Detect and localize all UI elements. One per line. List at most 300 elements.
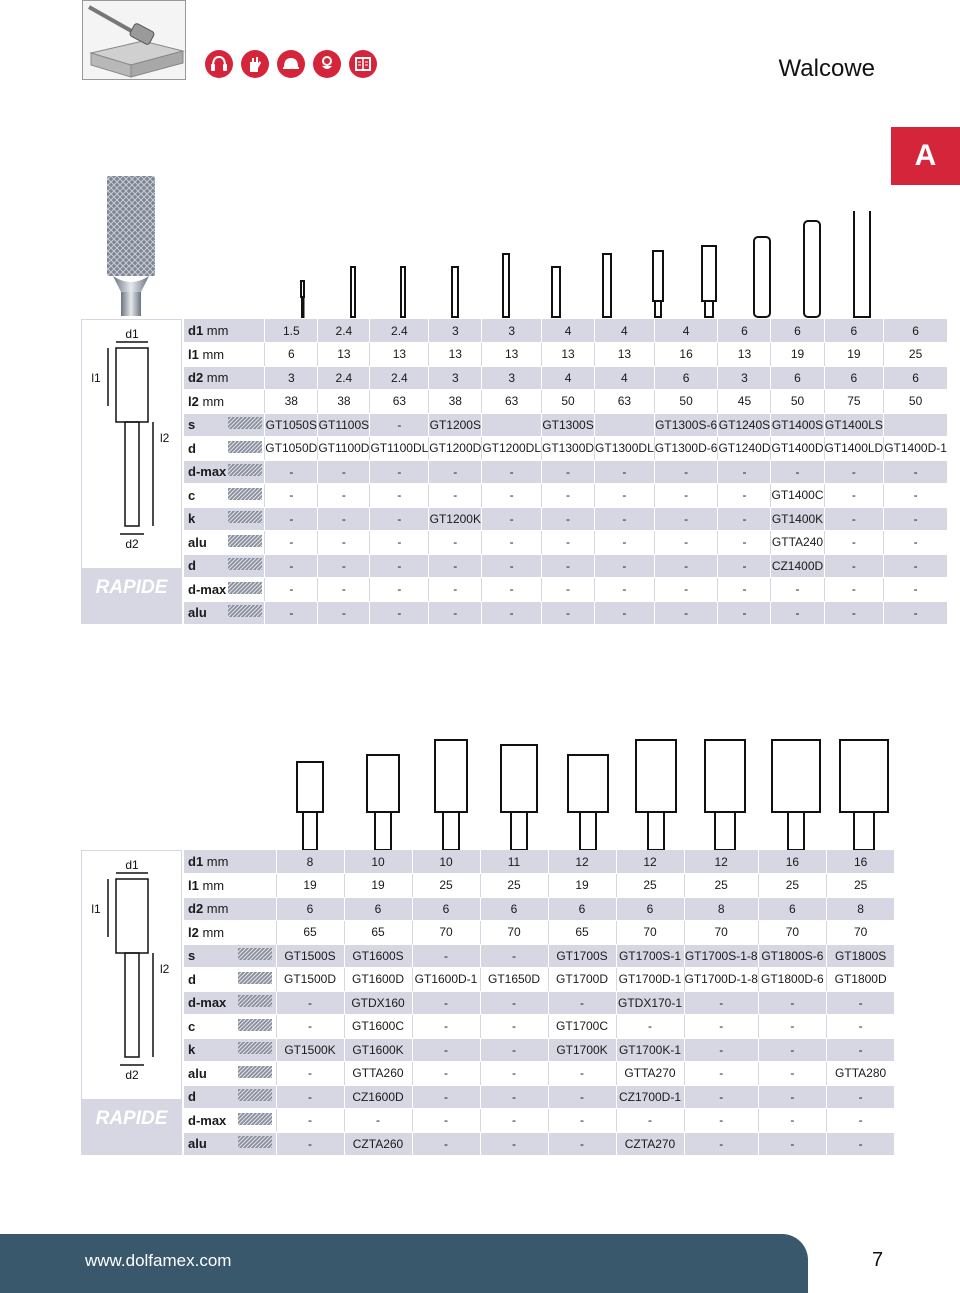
cut-row: [184, 1015, 894, 1039]
cut-pattern-icon: [238, 1113, 272, 1125]
table-cell: 2.4: [370, 319, 429, 343]
table-cell: 13: [718, 343, 771, 367]
product-code-cell: GT1050S: [265, 413, 318, 437]
product-code-cell: GT1600S: [344, 944, 412, 968]
product-code-cell: -: [824, 554, 884, 578]
table-cell: 50: [771, 390, 824, 414]
product-code-cell: -: [429, 554, 482, 578]
product-code-cell: -: [265, 531, 318, 555]
cut-row: [184, 578, 947, 602]
cut-swatch: [234, 1038, 276, 1062]
product-code-cell: GT1700K-1: [616, 1038, 684, 1062]
table-cell: 38: [265, 390, 318, 414]
product-code-cell: -: [265, 578, 318, 602]
product-code-cell: GT1300DL: [595, 437, 655, 461]
product-code-cell: -: [482, 531, 542, 555]
dimension-row: [184, 850, 894, 874]
product-code-cell: -: [884, 484, 947, 508]
cut-row: [184, 460, 947, 484]
table-cell: 6: [884, 319, 947, 343]
table-cell: 2.4: [318, 366, 370, 390]
table-cell: 13: [318, 343, 370, 367]
product-code-cell: GT1300S: [542, 413, 595, 437]
product-code-cell: -: [370, 413, 429, 437]
cut-pattern-icon: [238, 972, 272, 984]
cut-pattern-icon: [238, 1042, 272, 1054]
product-code-cell: GT1650D: [480, 968, 548, 992]
burr-dimension-diagram-2: [82, 851, 183, 1099]
cut-row: [184, 437, 947, 461]
product-code-cell: -: [276, 1109, 344, 1133]
table-cell: 50: [884, 390, 947, 414]
product-code-cell: -: [318, 578, 370, 602]
product-code-cell: GT1700D: [548, 968, 616, 992]
d1-label: d1: [125, 327, 139, 341]
cut-pattern-icon: [238, 1136, 272, 1148]
product-code-cell: GT1800D: [826, 968, 894, 992]
dimension-row: [184, 874, 894, 898]
product-code-cell: GT1100S: [318, 413, 370, 437]
product-code-cell: -: [370, 507, 429, 531]
cut-label: [184, 554, 226, 578]
cut-label: [184, 578, 226, 602]
product-code-cell: -: [480, 944, 548, 968]
table-cell: 65: [344, 921, 412, 945]
cut-pattern-icon: [228, 582, 262, 594]
cut-type: d: [188, 1089, 196, 1105]
product-code-cell: -: [412, 991, 480, 1015]
cut-pattern-icon: [238, 1066, 272, 1078]
product-code-cell: -: [548, 1132, 616, 1156]
table-cell: 3: [429, 366, 482, 390]
product-code-cell: -: [276, 1015, 344, 1039]
product-code-cell: -: [429, 601, 482, 625]
product-code-cell: -: [824, 601, 884, 625]
cut-pattern-icon: [228, 511, 262, 523]
unit-label: mm: [202, 346, 225, 362]
table-cell: 12: [548, 850, 616, 874]
cut-row: [184, 968, 894, 992]
product-code-cell: -: [482, 601, 542, 625]
table-cell: 4: [654, 319, 718, 343]
cut-label: [184, 413, 226, 437]
product-code-cell: GT1500S: [276, 944, 344, 968]
product-code-cell: -: [412, 1015, 480, 1039]
product-code-cell: GT1700D-1-8: [684, 968, 758, 992]
table-cell: 63: [595, 390, 655, 414]
cut-label: [184, 1085, 234, 1109]
product-code-cell: -: [771, 460, 824, 484]
table-cell: 11: [480, 850, 548, 874]
dimension-label: l1: [188, 346, 199, 362]
product-code-cell: -: [826, 1085, 894, 1109]
manual-icon: [349, 50, 377, 78]
cut-label: [184, 1109, 234, 1133]
table-cell: 19: [276, 874, 344, 898]
cut-label: [184, 1015, 234, 1039]
product-code-cell: GT1700S: [548, 944, 616, 968]
product-code-cell: -: [595, 601, 655, 625]
tool-diagram-panel-2: [81, 850, 182, 1155]
row-label: [184, 343, 265, 367]
product-code-cell: GT1500K: [276, 1038, 344, 1062]
table-cell: 13: [429, 343, 482, 367]
cut-swatch: [234, 968, 276, 992]
table-cell: 16: [758, 850, 826, 874]
table-cell: 8: [684, 897, 758, 921]
cut-swatch: [234, 991, 276, 1015]
dimension-row: [184, 897, 894, 921]
table-cell: 6: [758, 897, 826, 921]
tool-illustration: [82, 0, 186, 80]
product-code-cell: -: [595, 507, 655, 531]
mask-icon: [313, 50, 341, 78]
row-label: [184, 897, 276, 921]
unit-label: mm: [206, 901, 229, 917]
row-label: [184, 390, 265, 414]
table-cell: 2.4: [318, 319, 370, 343]
cut-type: d-max: [188, 581, 227, 597]
product-code-cell: -: [758, 991, 826, 1015]
cut-swatch: [226, 460, 265, 484]
cut-type: c: [188, 487, 196, 503]
product-code-cell: -: [318, 460, 370, 484]
dimension-label: d2: [188, 901, 204, 917]
product-code-cell: -: [542, 554, 595, 578]
product-code-cell: CZTA260: [344, 1132, 412, 1156]
cut-label: [184, 507, 226, 531]
product-code-cell: GT1600D: [344, 968, 412, 992]
product-code-cell: -: [370, 554, 429, 578]
cut-type: s: [188, 948, 196, 964]
product-code-cell: GT1400LS: [824, 413, 884, 437]
table-cell: 16: [826, 850, 894, 874]
cut-row: [184, 413, 947, 437]
product-code-cell: -: [718, 601, 771, 625]
product-code-cell: GT1050D: [265, 437, 318, 461]
product-code-cell: GT1300D-6: [654, 437, 718, 461]
product-code-cell: GT1100DL: [370, 437, 429, 461]
ear-protection-icon: [205, 50, 233, 78]
table-cell: 6: [884, 366, 947, 390]
l2-label: l2: [160, 962, 170, 976]
d2-label: d2: [125, 1068, 139, 1082]
product-code-cell: -: [595, 531, 655, 555]
cut-type: k: [188, 511, 196, 527]
table-cell: 4: [542, 366, 595, 390]
cut-pattern-icon: [228, 417, 262, 429]
row-label: [184, 921, 276, 945]
product-code-cell: -: [654, 531, 718, 555]
product-code-cell: -: [344, 1109, 412, 1133]
product-code-cell: -: [616, 1109, 684, 1133]
cut-pattern-icon: [238, 1019, 272, 1031]
product-code-cell: GT1100D: [318, 437, 370, 461]
product-code-cell: -: [265, 460, 318, 484]
table-cell: 12: [616, 850, 684, 874]
product-code-cell: GT1800S-6: [758, 944, 826, 968]
product-code-cell: -: [826, 1015, 894, 1039]
cut-type: d-max: [188, 995, 227, 1011]
product-code-cell: -: [684, 1015, 758, 1039]
product-code-cell: -: [318, 531, 370, 555]
table-cell: 70: [616, 921, 684, 945]
product-code-cell: -: [480, 1038, 548, 1062]
cut-row: [184, 1109, 894, 1133]
cut-label: [184, 1038, 234, 1062]
product-code-cell: [884, 413, 947, 437]
cut-swatch: [234, 1109, 276, 1133]
cut-pattern-icon: [238, 995, 272, 1007]
cut-row: [184, 507, 947, 531]
product-code-cell: -: [616, 1015, 684, 1039]
product-code-cell: -: [718, 460, 771, 484]
product-code-cell: GT1200S: [429, 413, 482, 437]
spec-table-block-2: [81, 850, 896, 1155]
product-code-cell: -: [884, 531, 947, 555]
cut-type: d: [188, 440, 196, 456]
burr-workpiece-icon: [83, 1, 187, 81]
product-code-cell: -: [824, 578, 884, 602]
cut-type: alu: [188, 1065, 207, 1081]
table-cell: 38: [429, 390, 482, 414]
table-cell: 3: [718, 366, 771, 390]
table-cell: 10: [344, 850, 412, 874]
table-cell: 63: [370, 390, 429, 414]
product-code-cell: -: [482, 460, 542, 484]
product-code-cell: -: [684, 1062, 758, 1086]
table-cell: 70: [758, 921, 826, 945]
table-cell: 6: [824, 319, 884, 343]
cut-label: [184, 437, 226, 461]
product-code-cell: CZ1400D: [771, 554, 824, 578]
product-code-cell: -: [265, 507, 318, 531]
cut-pattern-icon: [238, 1089, 272, 1101]
row-label: [184, 366, 265, 390]
table-cell: 4: [542, 319, 595, 343]
table-cell: 6: [480, 897, 548, 921]
table-cell: 25: [684, 874, 758, 898]
product-code-cell: -: [429, 531, 482, 555]
product-code-cell: -: [480, 1132, 548, 1156]
cut-row: [184, 554, 947, 578]
cut-pattern-icon: [238, 948, 272, 960]
product-code-cell: -: [265, 484, 318, 508]
product-code-cell: -: [370, 460, 429, 484]
product-code-cell: -: [482, 578, 542, 602]
unit-label: mm: [206, 370, 229, 386]
product-code-cell: GT1200K: [429, 507, 482, 531]
cut-row: [184, 1062, 894, 1086]
table-cell: 65: [548, 921, 616, 945]
product-code-cell: GT1400K: [771, 507, 824, 531]
dimension-row: [184, 366, 947, 390]
product-code-cell: -: [826, 1132, 894, 1156]
product-code-cell: -: [480, 991, 548, 1015]
page-title: Walcowe: [778, 55, 875, 82]
product-code-cell: -: [370, 531, 429, 555]
table-cell: 19: [344, 874, 412, 898]
product-code-cell: -: [718, 507, 771, 531]
cut-type: alu: [188, 534, 207, 550]
unit-label: mm: [202, 393, 225, 409]
product-code-cell: -: [412, 944, 480, 968]
table-cell: 3: [482, 319, 542, 343]
row-label: [184, 319, 265, 343]
product-code-cell: -: [412, 1038, 480, 1062]
product-code-cell: -: [412, 1085, 480, 1109]
product-code-cell: -: [480, 1062, 548, 1086]
cut-swatch: [226, 601, 265, 625]
cut-row: [184, 484, 947, 508]
cut-row: [184, 991, 894, 1015]
product-code-cell: -: [826, 1109, 894, 1133]
cut-swatch: [226, 531, 265, 555]
cut-row: [184, 1085, 894, 1109]
table-cell: 6: [718, 319, 771, 343]
carbide-burr-photo: [105, 176, 157, 316]
product-code-cell: -: [276, 1062, 344, 1086]
product-code-cell: -: [542, 460, 595, 484]
table-cell: 38: [318, 390, 370, 414]
table-cell: 6: [265, 343, 318, 367]
cut-pattern-icon: [228, 535, 262, 547]
cut-type: s: [188, 417, 196, 433]
cut-row: [184, 601, 947, 625]
cut-label: [184, 460, 226, 484]
product-code-cell: GTTA260: [344, 1062, 412, 1086]
table-cell: 4: [595, 319, 655, 343]
table-cell: 70: [684, 921, 758, 945]
product-code-cell: -: [542, 531, 595, 555]
product-code-cell: -: [265, 601, 318, 625]
helmet-icon: [277, 50, 305, 78]
product-code-cell: GT1600C: [344, 1015, 412, 1039]
spec-table-1: [184, 319, 947, 625]
product-code-cell: -: [548, 1062, 616, 1086]
product-code-cell: -: [771, 578, 824, 602]
cut-type: d: [188, 971, 196, 987]
product-code-cell: -: [718, 554, 771, 578]
product-code-cell: -: [758, 1109, 826, 1133]
dimension-row: [184, 343, 947, 367]
product-code-cell: -: [654, 484, 718, 508]
product-code-cell: -: [318, 554, 370, 578]
cut-label: [184, 484, 226, 508]
cut-type: alu: [188, 1136, 207, 1152]
unit-label: mm: [206, 323, 229, 338]
product-code-cell: -: [654, 554, 718, 578]
table-cell: 3: [429, 319, 482, 343]
product-code-cell: -: [595, 460, 655, 484]
product-code-cell: CZ1700D-1: [616, 1085, 684, 1109]
product-code-cell: -: [684, 1085, 758, 1109]
product-code-cell: -: [884, 578, 947, 602]
cut-label: [184, 1132, 234, 1156]
product-code-cell: GT1600D-1: [412, 968, 480, 992]
cut-label: [184, 991, 234, 1015]
table-cell: 3: [265, 366, 318, 390]
product-code-cell: -: [654, 507, 718, 531]
footer-url[interactable]: www.dolfamex.com: [85, 1251, 232, 1270]
row-label: [184, 850, 276, 874]
table-cell: 25: [480, 874, 548, 898]
cut-swatch: [226, 413, 265, 437]
product-code-cell: -: [884, 554, 947, 578]
table-cell: 2.4: [370, 366, 429, 390]
product-code-cell: GT1500D: [276, 968, 344, 992]
table-cell: 13: [370, 343, 429, 367]
table-cell: 25: [412, 874, 480, 898]
unit-label: mm: [202, 877, 225, 893]
product-code-cell: -: [684, 991, 758, 1015]
cut-label: [184, 601, 226, 625]
product-code-cell: -: [318, 484, 370, 508]
product-code-cell: -: [826, 1038, 894, 1062]
dimension-label: d1: [188, 854, 204, 869]
page-number: 7: [872, 1249, 884, 1271]
table-cell: 25: [884, 343, 947, 367]
product-code-cell: -: [482, 554, 542, 578]
burr-dimension-diagram-1: [82, 320, 183, 568]
product-code-cell: CZ1600D: [344, 1085, 412, 1109]
dimension-label: l1: [188, 877, 199, 893]
product-code-cell: GT1300D: [542, 437, 595, 461]
table-cell: 6: [771, 366, 824, 390]
dimension-row: [184, 319, 947, 343]
table-cell: 50: [542, 390, 595, 414]
product-code-cell: GT1700K: [548, 1038, 616, 1062]
product-code-cell: [482, 413, 542, 437]
product-code-cell: -: [684, 1132, 758, 1156]
product-code-cell: -: [370, 601, 429, 625]
table-cell: 13: [482, 343, 542, 367]
table-cell: 19: [824, 343, 884, 367]
tool-diagram-panel-1: [81, 319, 182, 624]
cut-pattern-icon: [228, 441, 262, 453]
cut-swatch: [234, 1085, 276, 1109]
cut-swatch: [226, 484, 265, 508]
spec-table-block-1: [81, 319, 947, 624]
product-code-cell: -: [318, 601, 370, 625]
product-code-cell: -: [595, 578, 655, 602]
dimension-label: d2: [188, 370, 204, 386]
product-code-cell: -: [684, 1109, 758, 1133]
product-code-cell: -: [429, 484, 482, 508]
table-cell: 3: [482, 366, 542, 390]
product-code-cell: -: [276, 991, 344, 1015]
product-code-cell: -: [758, 1085, 826, 1109]
product-code-cell: GT1200DL: [482, 437, 542, 461]
product-code-cell: GT1800D-6: [758, 968, 826, 992]
table-cell: 70: [480, 921, 548, 945]
cut-swatch: [226, 554, 265, 578]
table-cell: 6: [548, 897, 616, 921]
product-code-cell: GT1700S-1-8: [684, 944, 758, 968]
product-code-cell: -: [654, 578, 718, 602]
table-cell: 25: [826, 874, 894, 898]
product-code-cell: -: [771, 601, 824, 625]
table-cell: 75: [824, 390, 884, 414]
table-cell: 12: [684, 850, 758, 874]
table-cell: 65: [276, 921, 344, 945]
product-code-cell: GT1400D: [771, 437, 824, 461]
product-code-cell: -: [654, 460, 718, 484]
l1-label: l1: [91, 371, 101, 385]
product-code-cell: GT1400C: [771, 484, 824, 508]
product-code-cell: -: [758, 1038, 826, 1062]
rapide-label: RAPIDE: [95, 577, 168, 598]
